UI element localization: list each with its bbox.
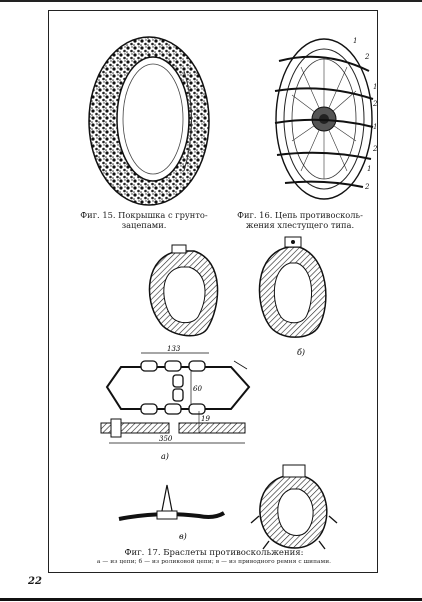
fig17v-bracelet-section (251, 465, 337, 549)
svg-text:2: 2 (373, 100, 378, 108)
svg-text:19: 19 (201, 415, 210, 423)
illustrations (49, 11, 378, 573)
fig16-caption (229, 210, 371, 230)
fig15-caption (79, 210, 209, 230)
fig16-caption-line1: Фиг. 16. Цепь противосколь- (237, 210, 363, 220)
top-rule (0, 0, 422, 2)
svg-text:350: 350 (159, 435, 173, 443)
fig17a-bracelet-section (149, 245, 217, 336)
page-number: 22 (28, 576, 42, 587)
fig17a-strip-side (101, 411, 245, 461)
svg-text:2: 2 (365, 53, 370, 61)
svg-text:2: 2 (365, 183, 370, 191)
fig16-wheel-chain-drawing (275, 37, 378, 199)
svg-text:1: 1 (353, 37, 358, 45)
fig15-caption-line2: зацепами. (121, 220, 167, 230)
svg-text:а): а) (161, 452, 169, 461)
svg-text:1: 1 (373, 83, 378, 91)
fig17b-bracelet-section (259, 237, 325, 357)
fig16-caption-line2: жения хлестущего типа. (245, 220, 355, 230)
svg-text:1: 1 (373, 123, 378, 131)
fig17-caption: Фиг. 17. Браслеты противоскольжения: (124, 548, 304, 558)
svg-text:в): в) (179, 532, 187, 541)
svg-text:60: 60 (193, 385, 202, 393)
svg-text:б): б) (297, 348, 306, 357)
fig17a-chain-plan (107, 345, 249, 414)
fig15-caption-line1: Фиг. 15. Покрышка с грунто- (80, 210, 208, 220)
fig17v-spiked-belt (119, 485, 224, 541)
svg-text:133: 133 (167, 345, 181, 353)
fig17-caption-legend: а — из цепи; б — из роликовой цепи; в — из приводного ремня с шипами. (96, 559, 332, 565)
svg-text:1: 1 (367, 165, 372, 173)
fig15-tire-drawing (89, 37, 209, 205)
page-frame (48, 10, 378, 573)
svg-text:2: 2 (373, 145, 378, 153)
bottom-rule (0, 598, 422, 601)
